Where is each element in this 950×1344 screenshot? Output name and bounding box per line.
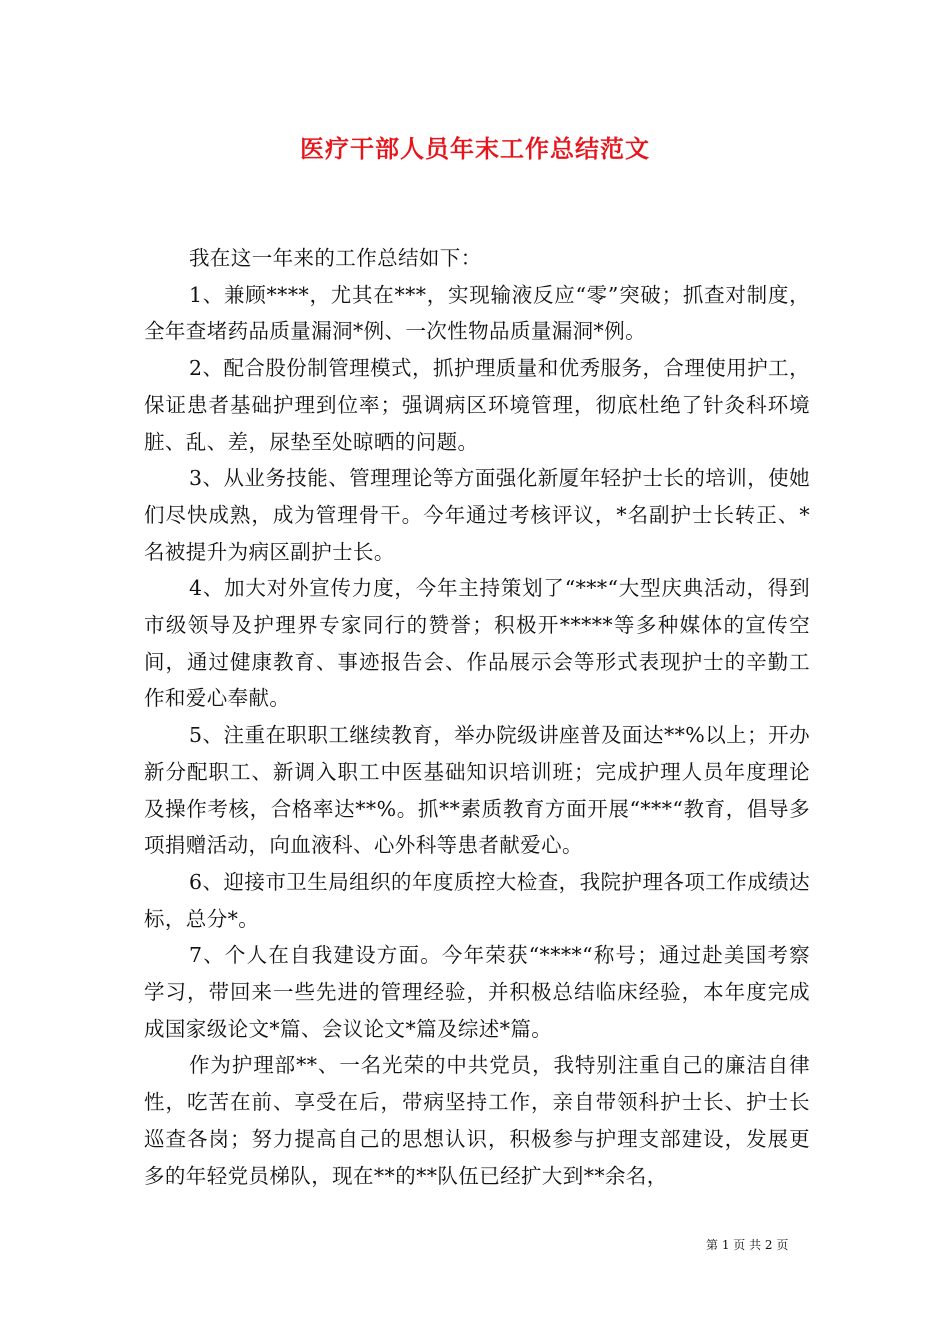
paragraph-item-4: 4、加大对外宣传力度，今年主持策划了“***“大型庆典活动，得到市级领导及护理界专家同行的赞誉；积极开*****等多种媒体的宣传空间，通过健康教育、事迹报告会、作品展示会等形式表现护士的辛勤工作和爱心奉献。 bbox=[144, 576, 810, 711]
paragraph-item-3: 3、从业务技能、管理理论等方面强化新厦年轻护士长的培训，使她们尽快成熟，成为管理骨干。今年通过考核评议，*名副护士长转正、*名被提升为病区副护士长。 bbox=[144, 466, 810, 564]
paragraph-item-1: 1、兼顾****，尤其在***，实现输液反应“零”突破；抓查对制度，全年查堵药品质量漏洞*例、一次性物品质量漏洞*例。 bbox=[144, 282, 810, 344]
page-number: 第 1 页 共 2 页 bbox=[706, 1238, 789, 1252]
paragraph-item-5: 5、注重在职职工继续教育，举办院级讲座普及面达**%以上；开办新分配职工、新调入职工中医基础知识培训班；完成护理人员年度理论及操作考核，合格率达**%。抓**素质教育方面开展“***“教育，倡导多项捐赠活动，向血液科、心外科等患者献爱心。 bbox=[144, 723, 810, 858]
paragraph-item-2: 2、配合股份制管理模式，抓护理质量和优秀服务，合理使用护工，保证患者基础护理到位率；强调病区环境管理，彻底杜绝了针灸科环境脏、乱、差，尿垫至处晾晒的问题。 bbox=[144, 356, 810, 454]
document-body bbox=[144, 240, 810, 1194]
paragraph-closing: 作为护理部**、一名光荣的中共党员，我特别注重自己的廉洁自律性，吃苦在前、享受在后，带病坚持工作，亲自带领科护士长、护士长巡查各岗；努力提高自己的思想认识，积极参与护理支部建设，发展更多的年轻党员梯队，现在**的**队伍已经扩大到**余名， bbox=[144, 1053, 810, 1188]
paragraph-item-7: 7、个人在自我建设方面。今年荣获“****“称号；通过赴美国考察学习，带回来一些先进的管理经验，并积极总结临床经验，本年度完成成国家级论文*篇、会议论文*篇及综述*篇。 bbox=[144, 943, 810, 1041]
paragraph-item-6: 6、迎接市卫生局组织的年度质控大检查，我院护理各项工作成绩达标，总分*。 bbox=[144, 869, 810, 931]
paragraph-intro: 我在这一年来的工作总结如下： bbox=[189, 246, 482, 270]
document-title: 医疗干部人员年末工作总结范文 bbox=[300, 134, 650, 163]
